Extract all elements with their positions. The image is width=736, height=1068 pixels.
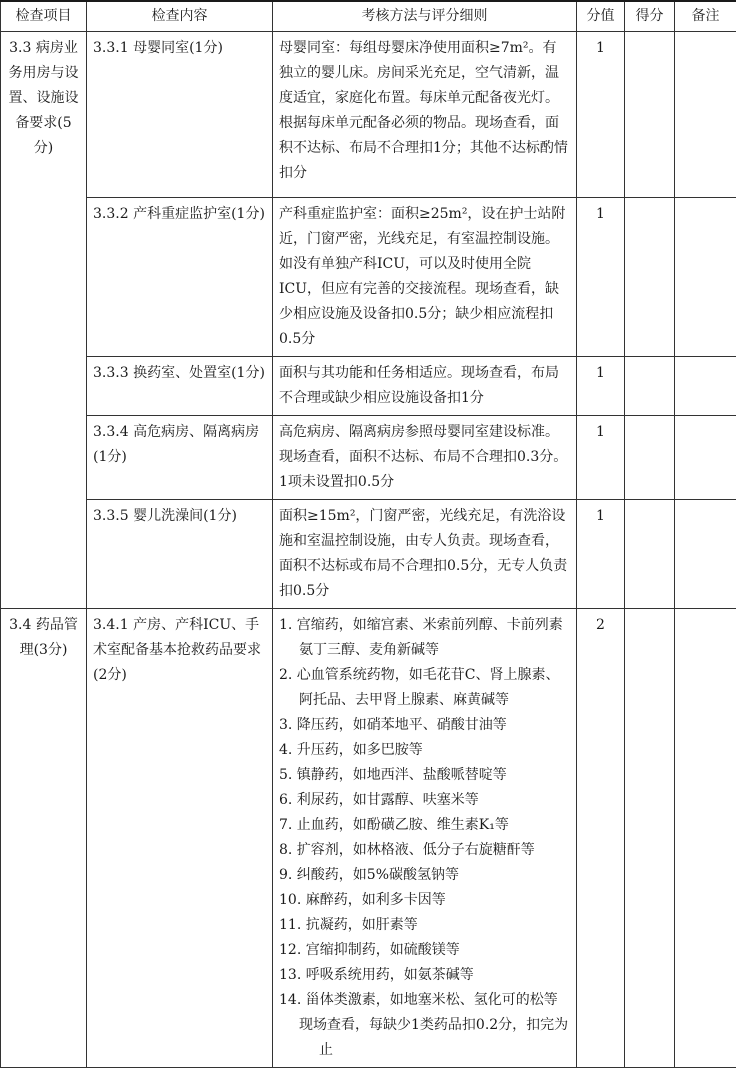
table-row: [1, 416, 736, 500]
table-row: [1, 500, 736, 609]
list-item: 9. 纠酸药，如5%碳酸氢钠等: [279, 863, 570, 888]
row-note: [675, 357, 736, 416]
header-note: 备注: [675, 1, 736, 32]
list-item: 11. 抗凝药，如肝素等: [279, 913, 570, 938]
row-score: 2: [577, 609, 625, 1068]
header-score: 分值: [577, 1, 625, 32]
list-item: 6. 利尿药，如甘露醇、呋塞米等: [279, 788, 570, 813]
header-method: 考核方法与评分细则: [273, 1, 577, 32]
row-criteria: 母婴同室：每组母婴床净使用面积≥7m²。有独立的婴儿床。房间采光充足，空气清新，温度适宜，家庭化布置。每床单元配备夜光灯。根据每床单元配备必须的物品。现场查看，面积不达标、布局不合理扣1分；其他不达标酌情扣分: [273, 32, 577, 198]
row-score: 1: [577, 198, 625, 357]
row-content: 3.3.1 母婴同室(1分): [87, 32, 273, 198]
row-got: [625, 32, 675, 198]
list-item: 4. 升压药，如多巴胺等: [279, 738, 570, 763]
row-note: [675, 609, 736, 1068]
header-item: 检查项目: [1, 1, 87, 32]
row-score: 1: [577, 500, 625, 609]
row-note: [675, 500, 736, 609]
row-got: [625, 198, 675, 357]
row-note: [675, 32, 736, 198]
list-item: 13. 呼吸系统用药，如氨茶碱等: [279, 963, 570, 988]
row-criteria: 面积与其功能和任务相适应。现场查看，布局不合理或缺少相应设施设备扣1分: [273, 357, 577, 416]
row-content: 3.3.4 高危病房、隔离病房(1分): [87, 416, 273, 500]
row-note: [675, 416, 736, 500]
row-content: 3.4.1 产房、产科ICU、手术室配备基本抢救药品要求(2分): [87, 609, 273, 1068]
row-criteria: 高危病房、隔离病房参照母婴同室建设标准。现场查看，面积不达标、布局不合理扣0.3分。1项未设置扣0.5分: [273, 416, 577, 500]
list-item: 8. 扩容剂，如林格液、低分子右旋糖酐等: [279, 838, 570, 863]
table-row: [1, 357, 736, 416]
row-content: 3.3.2 产科重症监护室(1分): [87, 198, 273, 357]
list-item: 2. 心血管系统药物，如毛花苷C、肾上腺素、阿托品、去甲肾上腺素、麻黄碱等: [279, 663, 570, 713]
row-got: [625, 416, 675, 500]
row-score: 1: [577, 357, 625, 416]
table-row: [1, 609, 736, 1068]
row-criteria: 面积≥15m²，门窗严密，光线充足，有洗浴设施和室温控制设施，由专人负责。现场查看，面积不达标或布局不合理扣0.5分，无专人负责扣0.5分: [273, 500, 577, 609]
table-row: [1, 32, 736, 198]
group-1-item: 3.3 病房业务用房与设置、设施设备要求(5分): [1, 32, 87, 609]
list-item: 12. 宫缩抑制药，如硫酸镁等: [279, 938, 570, 963]
list-item: 1. 宫缩药，如缩宫素、米索前列醇、卡前列素氨丁三醇、麦角新碱等: [279, 613, 570, 663]
row-got: [625, 500, 675, 609]
list-item: 10. 麻醉药，如利多卡因等: [279, 888, 570, 913]
row-criteria: 产科重症监护室：面积≥25m²，设在护士站附近，门窗严密，光线充足，有室温控制设施。如没有单独产科ICU，可以及时使用全院ICU，但应有完善的交接流程。现场查看，缺少相应设施及设备扣0.5分；缺少相应流程扣0.5分: [273, 198, 577, 357]
table-row: [1, 198, 736, 357]
deduction-rule: 现场查看，每缺少1类药品扣0.2分，扣完为止: [279, 1013, 570, 1063]
row-score: 1: [577, 32, 625, 198]
list-item: 3. 降压药，如硝苯地平、硝酸甘油等: [279, 713, 570, 738]
row-content: 3.3.5 婴儿洗澡间(1分): [87, 500, 273, 609]
list-item: 14. 甾体类激素，如地塞米松、氢化可的松等: [279, 988, 570, 1013]
drug-list: [273, 609, 577, 1068]
group-2-item: 3.4 药品管理(3分): [1, 609, 87, 1068]
header-row: [1, 1, 736, 32]
list-item: 5. 镇静药，如地西泮、盐酸哌替啶等: [279, 763, 570, 788]
list-item: 7. 止血药，如酚磺乙胺、维生素K₁等: [279, 813, 570, 838]
row-got: [625, 357, 675, 416]
row-content: 3.3.3 换药室、处置室(1分): [87, 357, 273, 416]
row-score: 1: [577, 416, 625, 500]
header-got: 得分: [625, 1, 675, 32]
row-got: [625, 609, 675, 1068]
row-note: [675, 198, 736, 357]
header-content: 检查内容: [87, 1, 273, 32]
